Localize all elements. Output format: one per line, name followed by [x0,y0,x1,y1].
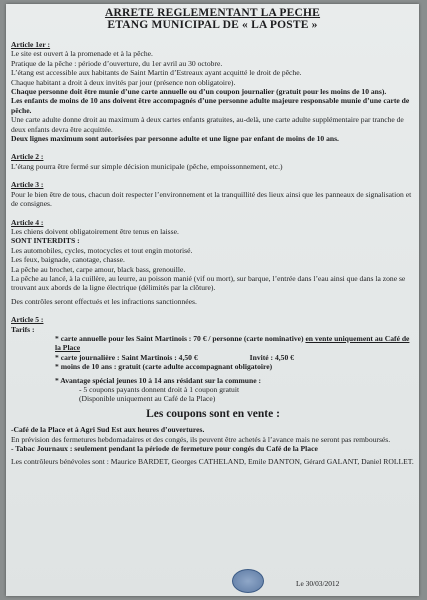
article-1-bold-line: Deux lignes maximum sont autorisées par personne adulte et une ligne par enfant de moins de 10 ans. [11,134,339,144]
coupons-cafe: -Café de la Place et à Agri Sud Est aux heures d’ouvertures. [11,425,205,435]
tarifs-label: Tarifs : [11,324,35,334]
tarif-daily [55,353,415,362]
article-4-heading: Article 4 : [11,217,44,227]
article-5-heading: Article 5 : [11,315,44,325]
article-4-item: Les automobiles, cycles, motocycles et tout engin motorisé. [11,245,193,255]
article-2-text: L’étang pourra être fermé sur simple décision municipale (pêche, empoissonnement, etc.) [11,161,283,171]
tarif-advantage-note: (Disponible uniquement au Café de la Place) [79,394,216,404]
municipal-seal [232,569,264,593]
article-1-line: Chaque habitant a droit à deux invités par jour (présence non obligatoire). [11,77,236,87]
article-1-heading: Article 1er : [11,40,51,49]
tarif-daily-guest: Invité : 4,50 € [249,352,294,362]
article-1-line: Pratique de la pêche : période d’ouverture, du 1er avril au 30 octobre. [11,58,223,68]
document-date: Le 30/03/2012 [296,579,340,588]
controllers-list: Les contrôleurs bénévoles sont : Maurice BARDET, Georges CATHELAND, Emile DANTON, Gérard GALANT, Daniel ROLLET. [11,457,414,467]
article-1-line: L’étang est accessible aux habitants de Saint Martin d’Estreaux ayant acquitté le droit de pêche. [11,68,302,78]
document-body [11,38,415,467]
article-4-interdits: SONT INTERDITS : [11,236,80,246]
article-4-controls: Des contrôles seront effectués et les infractions sanctionnées. [11,296,197,306]
article-1-bold-line: Les enfants de moins de 10 ans doivent être accompagnés d’une personne adulte majeure responsable munie d’une carte de pêche. [11,96,410,115]
article-4-item: La pêche au lancé, à la cuillère, au leurre, au poisson manié (vif ou mort), sur barque, l’entrée dans l’eau ainsi que dans la zone se trouvant aux abords de la ligne électrique (délimités par la clôture). [11,273,406,293]
tarif-advantage-coupons: - 5 coupons payants donnent droit à 1 coupon gratuit [79,385,240,394]
tarif-daily-label: * carte journalière : Saint Martinois : 4,50 € [55,352,198,362]
tarif-annual-text: * carte annuelle pour les Saint Martinois : 70 € / personne (carte nominative) [55,333,306,343]
article-3-text: Pour le bien être de tous, chacun doit respecter l’environnement et la tranquillité des lieux ainsi que les panneaux de signalisation et de consignes. [11,189,412,209]
article-1-bold-line: Chaque personne doit être munie d’une carte annuelle ou d’un coupon journalier (gratuit pour les moins de 10 ans). [11,87,387,97]
notice-sheet [6,4,419,596]
article-2-heading: Article 2 : [11,152,44,162]
page-title: ARRETE REGLEMENTANT LA PECHE [104,7,321,19]
tarif-under10: * moins de 10 ans : gratuit (carte adulte accompagnant obligatoire) [55,362,273,372]
tarif-advantage: * Avantage spécial jeunes 10 à 14 ans résidant sur la commune : [55,375,262,385]
coupons-cafe-note: En prévision des fermetures hebdomadaires et des congés, ils peuvent être achetés à l’avance mais ne seront pas remboursés. [11,434,391,444]
article-4-item: La pêche au brochet, carpe amour, black bass, grenouille. [11,264,186,274]
article-4-line: Les chiens doivent obligatoirement être tenus en laisse. [11,226,179,236]
article-1-line: Une carte adulte donne droit au maximum à deux cartes enfants gratuites, au-delà, une carte adulte supplémentaire par tranche de deux enfants devra être acquittée. [11,115,404,134]
page-subtitle: ETANG MUNICIPAL DE « LA POSTE » [107,19,318,31]
coupons-tabac: - Tabac Journaux : seulement pendant la période de fermeture pour congés du Café de la Place [11,444,318,454]
tarif-annual [55,334,415,353]
article-4-item: Les feux, baignade, canotage, chasse. [11,255,125,265]
coupons-heading: Les coupons sont en vente : [146,407,280,420]
title-block [6,7,419,31]
tarif-annual-vente: en vente uniquement au Café de la Place [55,333,410,353]
article-3-heading: Article 3 : [11,180,44,190]
article-1-line: Le site est ouvert à la promenade et à la pêche. [11,49,153,59]
